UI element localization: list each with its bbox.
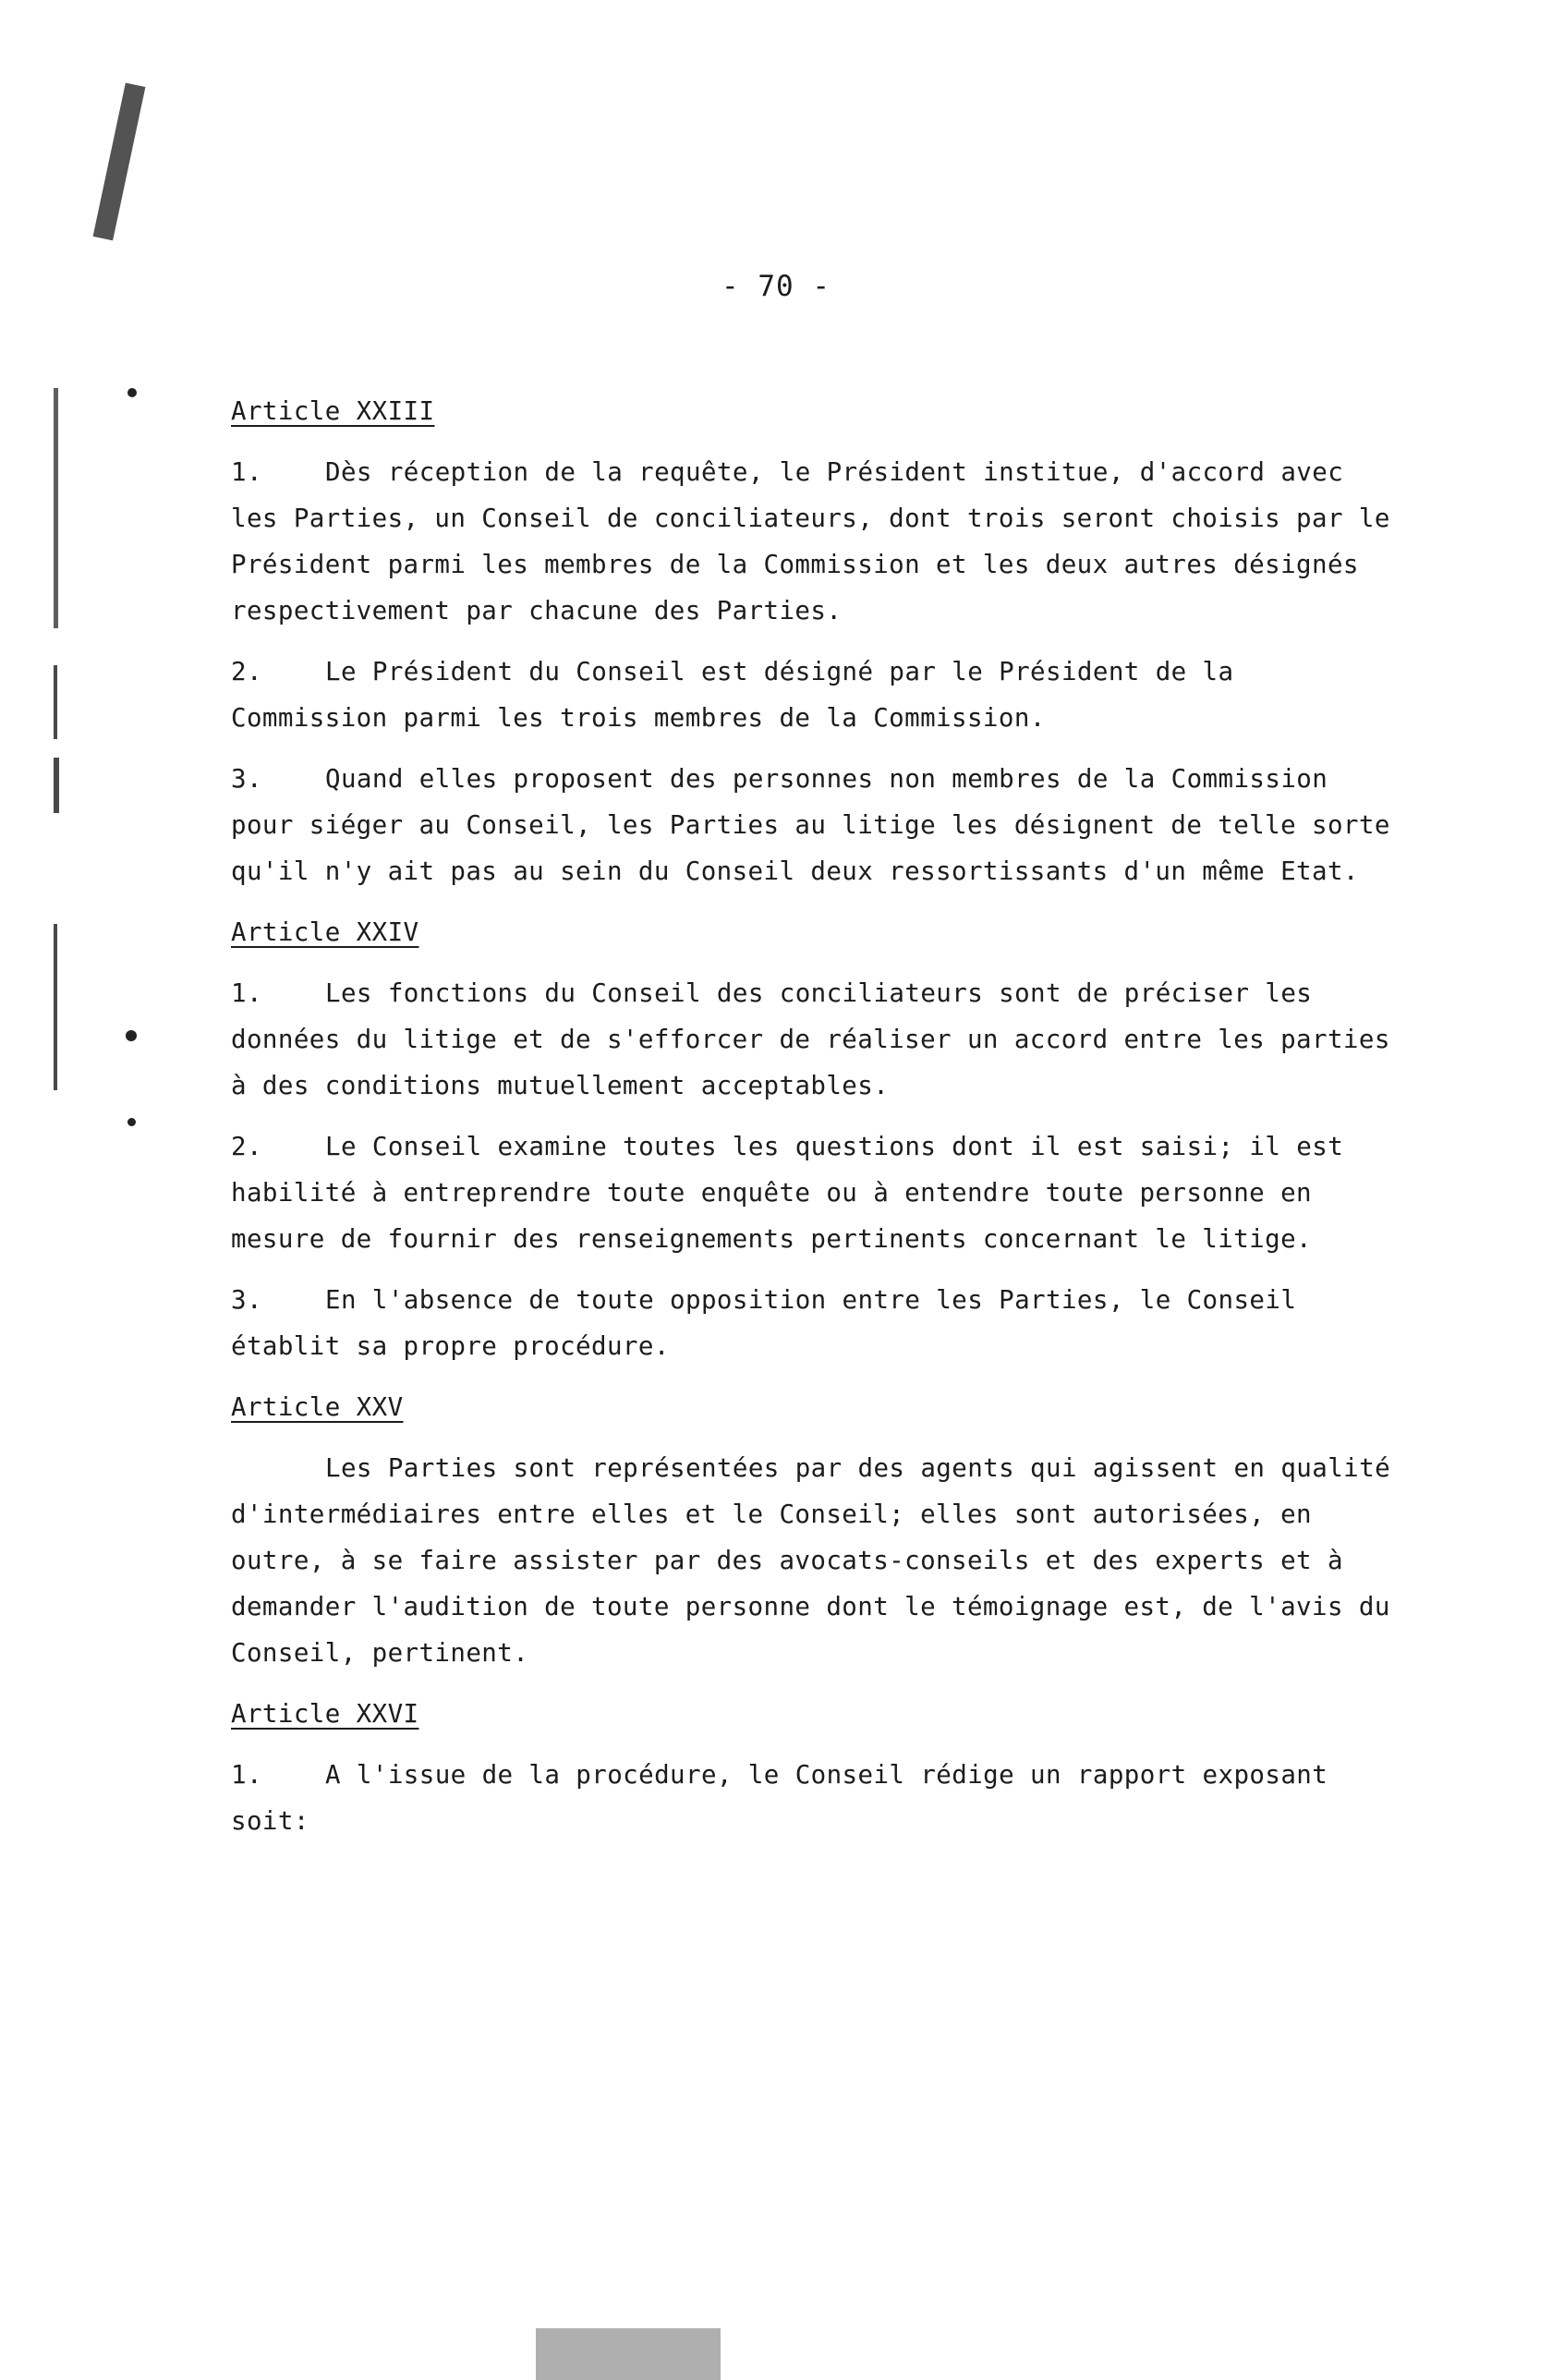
paragraph-text: En l'absence de toute opposition entre les Parties, le Conseil établit sa propre procédure. bbox=[231, 1285, 1297, 1361]
paragraph-text: Dès réception de la requête, le Président institue, d'accord avec les Parties, un Conseil de conciliateurs, dont trois seront choisis par le Président parmi les membres de la Commission et les deux autres désignés respectivement par chacune des Parties. bbox=[231, 457, 1390, 625]
paragraph bbox=[231, 1445, 1395, 1676]
article-xxiii bbox=[231, 388, 1395, 894]
paragraph-text: Le Conseil examine toutes les questions dont il est saisi; il est habilité à entreprendre toute enquête ou à entendre toute personne en mesure de fournir des renseignements pertinents concernant le litige. bbox=[231, 1132, 1344, 1254]
paragraph-number: 1. bbox=[231, 457, 262, 487]
paragraph-text: Les Parties sont représentées par des agents qui agissent en qualité d'intermédiaires entre elles et le Conseil; elles sont autorisées, en outre, à se faire assister par des avocats-conseils et des experts et à demander l'audition de toute personne dont le témoignage est, de l'avis du Conseil, pertinent. bbox=[231, 1453, 1391, 1668]
paragraph-number: 2. bbox=[231, 657, 262, 686]
article-heading: Article XXVI bbox=[231, 1699, 419, 1729]
paragraph bbox=[231, 449, 1395, 634]
scan-speck bbox=[126, 1030, 137, 1041]
paragraph-number: 1. bbox=[231, 978, 262, 1008]
paragraph-text: A l'issue de la procédure, le Conseil rédige un rapport exposant soit: bbox=[231, 1760, 1328, 1836]
paragraph-text: Le Président du Conseil est désigné par le Président de la Commission parmi les trois membres de la Commission. bbox=[231, 657, 1234, 733]
article-heading: Article XXIV bbox=[231, 917, 419, 947]
article-xxiv bbox=[231, 909, 1395, 1369]
paragraph-number: 3. bbox=[231, 1285, 262, 1315]
scan-artifact-top bbox=[93, 83, 146, 241]
scan-artifact-left-1 bbox=[54, 388, 58, 628]
scan-speck bbox=[127, 388, 137, 397]
article-heading: Article XXV bbox=[231, 1392, 404, 1422]
scan-speck bbox=[127, 1118, 136, 1126]
paragraph-number: 1. bbox=[231, 1760, 262, 1790]
scan-artifact-left-3 bbox=[54, 758, 59, 813]
paragraph bbox=[231, 1752, 1395, 1844]
scan-artifact-bottom bbox=[536, 2328, 721, 2380]
paragraph bbox=[231, 756, 1395, 894]
paragraph-text: Quand elles proposent des personnes non membres de la Commission pour siéger au Conseil, les Parties au litige les désignent de telle sorte qu'il n'y ait pas au sein du Conseil deux ressortissants d'un même Etat. bbox=[231, 764, 1390, 886]
scan-artifact-left-2 bbox=[54, 665, 57, 739]
page-number: - 70 - bbox=[721, 270, 831, 303]
article-xxvi bbox=[231, 1691, 1395, 1844]
article-xxv bbox=[231, 1384, 1395, 1676]
paragraph bbox=[231, 1277, 1395, 1369]
paragraph bbox=[231, 649, 1395, 741]
article-heading: Article XXIII bbox=[231, 396, 435, 426]
paragraph bbox=[231, 1123, 1395, 1262]
paragraph bbox=[231, 970, 1395, 1109]
document-body bbox=[231, 388, 1395, 1859]
paragraph-number: 3. bbox=[231, 764, 262, 794]
scan-artifact-left-4 bbox=[54, 924, 57, 1090]
paragraph-number: 2. bbox=[231, 1132, 262, 1161]
paragraph-text: Les fonctions du Conseil des conciliateurs sont de préciser les données du litige et de s'efforcer de réaliser un accord entre les parties à des conditions mutuellement acceptables. bbox=[231, 978, 1390, 1100]
